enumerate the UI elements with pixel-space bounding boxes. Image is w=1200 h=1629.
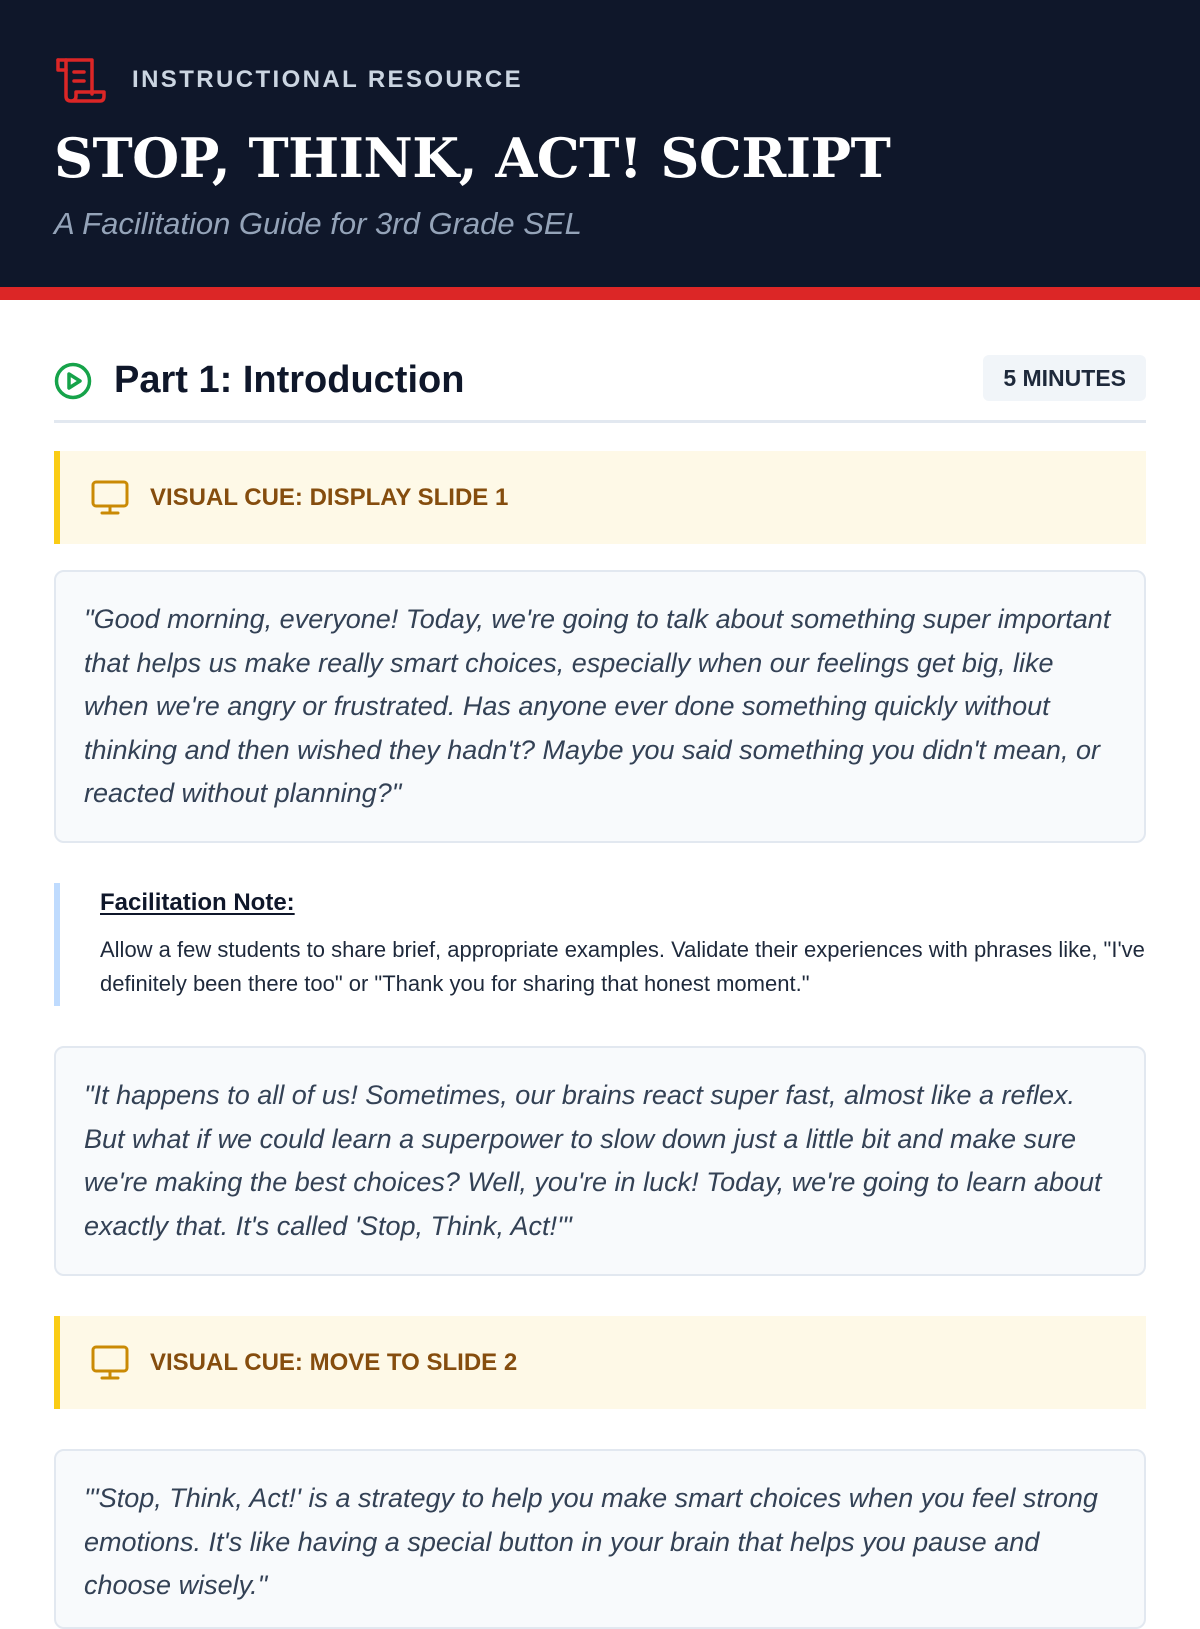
monitor-icon	[90, 479, 130, 517]
script-block	[54, 1046, 1146, 1276]
script-block	[54, 570, 1146, 843]
page-title: STOP, THINK, ACT! SCRIPT	[54, 126, 891, 190]
section-header	[54, 355, 1146, 423]
monitor-icon	[90, 1344, 130, 1382]
script-text: "Good morning, everyone! Today, we're going to talk about something super important that helps us make really smart choices, especially when our feelings get big, like when we're angry or frustrated. Has anyone ever done something quickly without thinking and then wished they hadn't? Maybe you said something you didn't mean, or reacted without planning?"	[84, 604, 1111, 808]
script-block	[54, 1449, 1146, 1629]
script-text: "'Stop, Think, Act!' is a strategy to help you make smart choices when you feel strong emotions. It's like having a special button in your brain that helps you pause and choose wisely."	[84, 1483, 1098, 1600]
facilitation-note-title: Facilitation Note:	[100, 889, 295, 916]
script-text: "It happens to all of us! Sometimes, our brains react super fast, almost like a reflex. But what if we could learn a superpower to slow down just a little bit and make sure we're making the best choices? Well, you're in luck! Today, we're going to learn about exactly that. It's called 'Stop, Think, Act!'"	[84, 1080, 1102, 1241]
page-subtitle: A Facilitation Guide for 3rd Grade SEL	[54, 206, 582, 241]
scroll-icon	[54, 56, 106, 104]
eyebrow-label: INSTRUCTIONAL RESOURCE	[132, 66, 524, 93]
page-header	[0, 0, 1200, 300]
resource-eyebrow	[54, 56, 1146, 104]
play-circle-icon	[54, 362, 92, 400]
visual-cue-label: VISUAL CUE: DISPLAY SLIDE 1	[150, 483, 509, 511]
duration-badge: 5 MINUTES	[983, 355, 1146, 401]
facilitation-note-text: Allow a few students to share brief, appropriate examples. Validate their experiences with phrases like, "I've definitely been there too" or "Thank you for sharing that honest moment."	[100, 937, 1145, 996]
visual-cue	[54, 1316, 1146, 1409]
visual-cue-label: VISUAL CUE: MOVE TO SLIDE 2	[150, 1348, 518, 1376]
section-title: Part 1: Introduction	[114, 359, 465, 401]
visual-cue	[54, 451, 1146, 544]
facilitation-note	[54, 883, 1146, 1006]
main-content	[0, 355, 1200, 1629]
